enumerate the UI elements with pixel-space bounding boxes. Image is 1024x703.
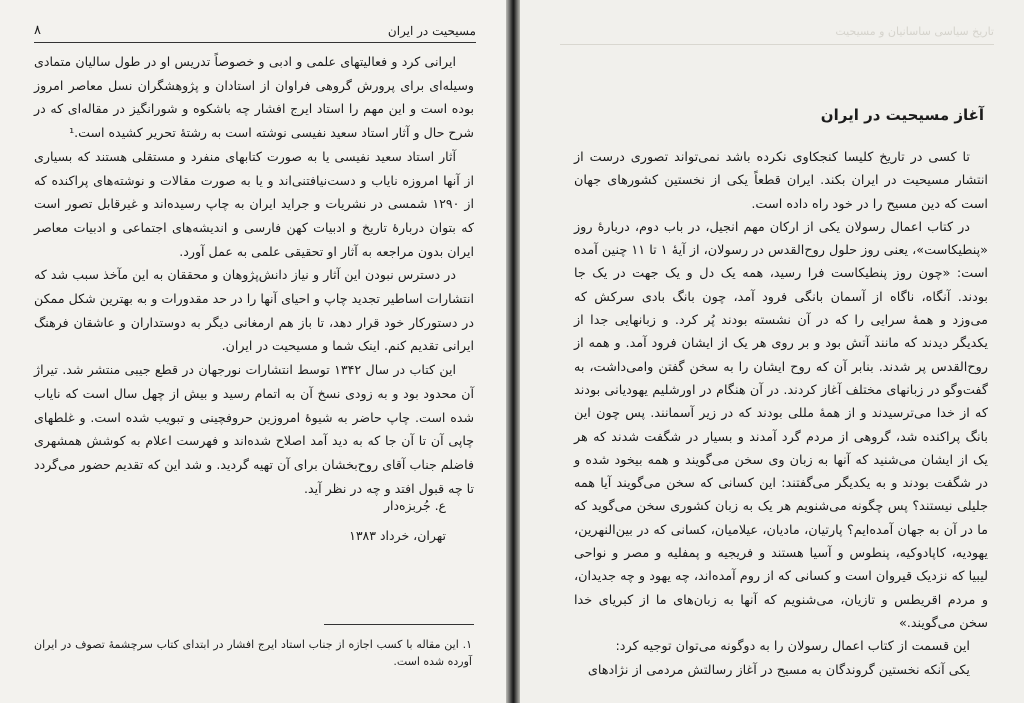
book-gutter — [506, 0, 520, 703]
signature-place-date: تهران، خرداد ۱۳۸۳ — [349, 528, 446, 543]
paragraph: در دسترس نبودن این آثار و نیاز دانش‌پژوهان و محققان به این مآخذ سبب شد که انتشارات اساطیر تجدید چاپ و احیای آنها را در حد مقدورات و به بهترین شکل ممکن در دستورکار خود قرار دهد، تا باز هم ارمغانی دیگر به دوستداران و عاشقان فرهنگ ایرانی تقدیم کنم. اینک شما و مسیحیت در ایران. — [34, 267, 474, 354]
paragraph: آثار استاد سعید نفیسی یا به صورت کتابهای منفرد و مستقلی هستند که بسیاری از آنها امروزه نایاب و دست‌نیافتنی‌اند و یا به صورت مقالات و نوشته‌های پراکنده که از ۱۲۹۰ شمسی در نشریات و جراید ایران به چاپ رسیده‌اند و غیرقابل تصور است که بتوان دربارهٔ تاریخ و ادبیات کهن فارسی و اندیشه‌های اجتماعی و ادبیات معاصر ایران بدون مراجعه به آثار او تحقیقی علمی به عمل آورد. — [34, 148, 474, 259]
paragraph: یکی آنکه نخستین گروندگان به مسیح در آغاز رسالتش مردمی از نژادهای — [587, 662, 970, 678]
signature-name: ع. جُربزه‌دار — [383, 498, 446, 513]
chapter-heading: آغاز مسیحیت در ایران — [820, 106, 984, 124]
running-title: مسیحیت در ایران — [387, 24, 476, 38]
footnote: ۱. این مقاله با کسب اجازه از جناب استاد ایرج افشار در ابتدای کتاب سرچشمهٔ تصوف در ایران آورده شده است. — [34, 638, 472, 668]
paragraph: این کتاب در سال ۱۳۴۲ توسط انتشارات نورجهان در قطع جیبی منتشر شد. تیراژ آن محدود بود و به زودی نسخ آن به اتمام رسید و بیش از چهل سال است که نایاب شده است. چاپ حاضر به شیوهٔ امروزین حروفچینی و تبویب شده است. و غلطهای چاپی آن تا آن جا که به دید آمد اصلاح شده‌اند و فهرست اعلام به کوشش همشهری فاضلم جناب آقای روح‌بخشان برای آن تهیه گردید. و شد این که تقدیم حضور می‌گردد تا چه قبول افتد و چه در نظر آید. — [34, 362, 474, 496]
paragraph: تا کسی در تاریخ کلیسا کنجکاوی نکرده باشد نمی‌تواند تصوری درست از انتشار مسیحیت در ایران بکند. ایران قطعاً یکی از نخستین کشورهای جهان است که دین مسیح را در خود راه داده است. — [574, 150, 988, 212]
running-header — [34, 20, 476, 43]
right-page — [520, 0, 1024, 703]
signature-block — [349, 495, 446, 547]
footnote-divider — [324, 624, 474, 625]
paragraph: این قسمت از کتاب اعمال رسولان را به دوگونه می‌توان توجیه کرد: — [615, 639, 970, 655]
page-number: ۸ — [34, 23, 41, 38]
right-body — [574, 146, 988, 682]
bleed-through-rule — [560, 44, 994, 45]
left-page — [0, 0, 506, 703]
paragraph: ایرانی کرد و فعالیتهای علمی و ادبی و خصوصاً تدریس او در طول سالیان متمادی وسیله‌ای برای پرورش گروهی فراوان از استادان و پژوهشگران نسل معاصر امروز بوده است و این مهم را استاد ایرج افشار چه باشکوه و شورانگیز در مقاله‌ای که در شرح حال و آثار استاد سعید نفیسی نوشته است به رشتهٔ تحریر کشیده است.¹ — [34, 54, 474, 141]
paragraph: در کتاب اعمال رسولان یکی از ارکان مهم انجیل، در باب دوم، دربارهٔ روز «پنطیکاست»، یعنی روز حلول روح‌القدس در رسولان، از آیهٔ ۱ تا ۱۱ چنین آمده است: «چون روز پنطیکاست فرا رسید، همه یک دل و یک جهت در یک جا بودند. آنگاه، ناگاه از آسمان بانگی فرود آمد، چون بانگ بادی سرکش که می‌وزد و همهٔ سرایی را که در آن نشسته بودند پُر کرد. و زبانهایی جدا از یکدیگر دیدند که مانند آتش بود و بر روی هر یک از ایشان فرود آمد. و همه از روح‌القدس پر شدند. بنابر آن که روح ایشان را به سخن گفتن وامی‌داشت، به گفت‌وگو در زبانهای مختلف آغاز کردند. در آن هنگام در اورشلیم یهودیانی بودند که از خدا می‌ترسیدند و از همهٔ مللی بودند که در زیر آسمانند. پس چون این بانگ پراکنده شد، گروهی از مردم گرد آمدند و بسیار در شگفت شدند که هر یک از ایشان می‌شنید که آنها به زبان وی سخن می‌گویند و همه بیخود شده و در شگفت بودند و به یکدیگر می‌گفتند: این کسانی که سخن می‌گویند آیا همه جلیلی نیستند؟ پس چگونه می‌شنویم هر یک به زبان کشوری سخن می‌گوید که ما در آن به جهان آمده‌ایم؟ پارتیان، مادیان، عیلامیان، کسانی که در بین‌النهرین، یهودیه، کاپادوکیه، پنطوس و آسیا هستند و فریجیه و پمفلیه و مصر و نواحی لیبیا که نزدیک قیروان است و کسانی که از روم آمده‌اند، چه یهود و چه جدیدان، و مردم اقریطس و تازیان، می‌شنویم که آنها به زبان‌های ما از کبریای خدا سخن می‌گویند.» — [574, 219, 988, 631]
left-body — [34, 50, 474, 500]
bleed-through-text: تاریخ سیاسی ساسانیان و مسیحیت — [835, 25, 994, 38]
